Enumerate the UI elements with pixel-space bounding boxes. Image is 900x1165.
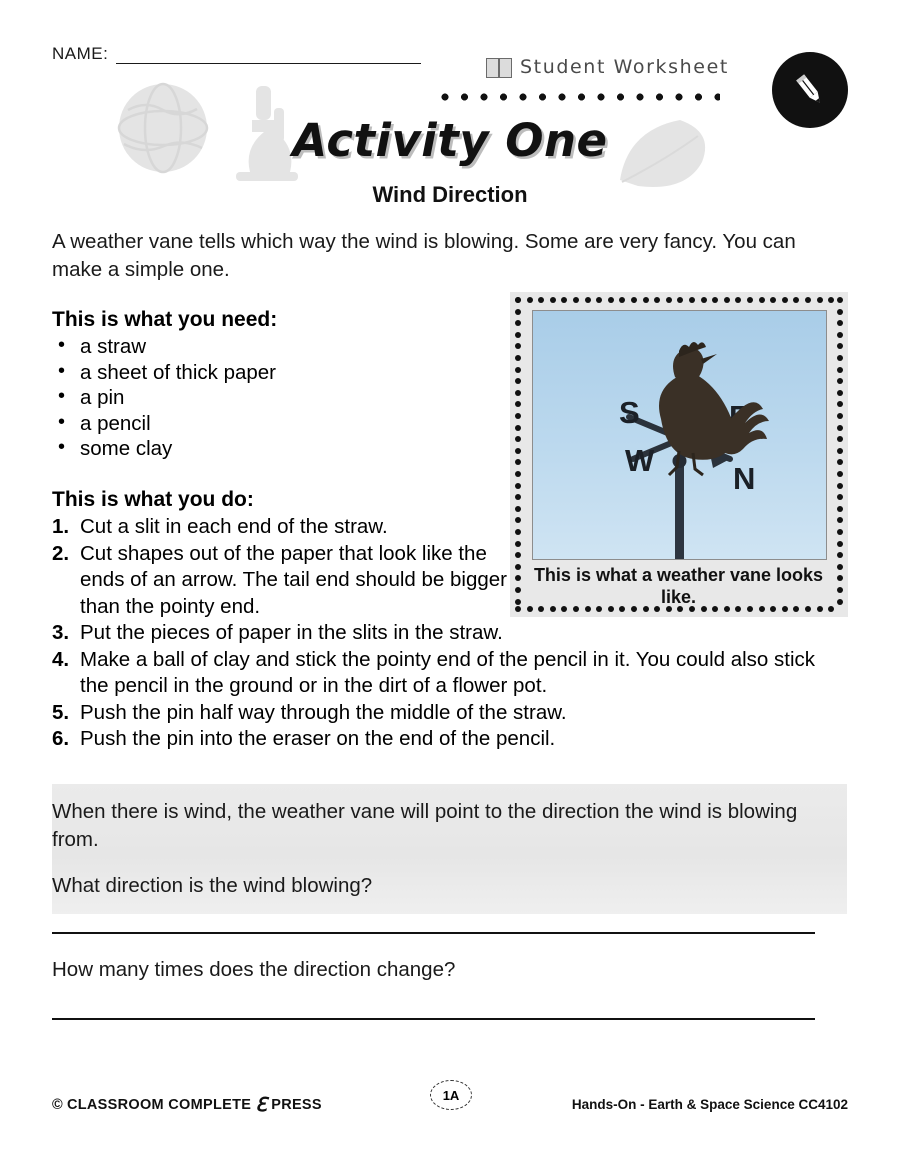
answer-line-2[interactable] — [52, 1018, 815, 1020]
step-number: 1. — [52, 515, 70, 538]
step-text: Cut a slit in each end of the straw. — [80, 515, 388, 538]
step-text: Push the pin into the eraser on the end of the pencil. — [80, 727, 556, 750]
list-item — [52, 514, 520, 541]
question-2: How many times does the direction change? — [52, 958, 456, 981]
page-subtitle: Wind Direction — [372, 182, 528, 207]
steps-heading: This is what you do: — [52, 488, 254, 511]
figure-caption: This is what a weather vane looks like. — [533, 565, 824, 607]
panel-paragraph: When there is wind, the weather vane will point to the direction the wind is blowing from. — [52, 800, 798, 851]
pencil-icon — [790, 70, 830, 110]
name-input-line[interactable] — [116, 49, 421, 64]
step-number: 5. — [52, 700, 70, 724]
intro-paragraph: A weather vane tells which way the wind is blowing. Some are very fancy. You can make a simple one. — [52, 230, 796, 281]
answer-line-1[interactable] — [52, 932, 815, 934]
svg-text:S: S — [619, 395, 640, 430]
header-dot-divider — [440, 92, 720, 102]
weather-vane-figure — [510, 292, 848, 617]
list-item — [52, 541, 520, 621]
list-item: • a sheet of thick paper — [52, 360, 472, 386]
list-item — [52, 726, 847, 753]
weather-vane-photo — [532, 310, 827, 560]
publisher-footer — [52, 1094, 322, 1116]
step-text: Push the pin half way through the middle of the straw. — [80, 700, 567, 724]
step-number: 4. — [52, 647, 70, 671]
materials-list — [52, 334, 472, 462]
publisher-suffix: PRESS — [271, 1097, 322, 1113]
student-worksheet-tag — [486, 56, 729, 78]
step-number: 3. — [52, 621, 70, 644]
student-worksheet-label: Student Worksheet — [520, 56, 729, 78]
step-text: Cut shapes out of the paper that look like the ends of an arrow. The tail end should be bigger than the pointy end. — [80, 541, 507, 618]
list-item — [52, 700, 847, 727]
copyright-icon: © — [52, 1097, 63, 1113]
list-item: • a pin — [52, 385, 472, 411]
panel-question: What direction is the wind blowing? — [52, 874, 373, 897]
name-label: NAME: — [52, 44, 109, 63]
list-item: • a pencil — [52, 411, 472, 437]
book-icon — [486, 58, 512, 77]
step-number: 6. — [52, 727, 70, 750]
step-number: 2. — [52, 541, 70, 565]
list-item: • some clay — [52, 436, 472, 462]
weather-vane-illustration — [533, 311, 826, 559]
materials-heading: This is what you need: — [52, 308, 278, 331]
name-field-row — [52, 44, 421, 64]
step-text: Make a ball of clay and stick the pointy end of the pencil in it. You could also stick the pencil in the ground or in the dirt of a flower pot. — [80, 647, 816, 697]
page-title: Activity One — [292, 114, 608, 167]
publisher-logo-icon: ℇ — [255, 1094, 268, 1116]
svg-text:W: W — [625, 443, 655, 478]
series-footer: Hands-On - Earth & Space Science CC4102 — [571, 1097, 848, 1112]
list-item — [52, 620, 520, 647]
step-text: Put the pieces of paper in the slits in the straw. — [80, 621, 503, 644]
page-number-badge: 1A — [430, 1080, 472, 1110]
svg-text:N: N — [733, 461, 756, 496]
publisher-name: CLASSROOM COMPLETE — [66, 1097, 252, 1113]
list-item — [52, 647, 847, 700]
list-item: • a straw — [52, 334, 472, 360]
